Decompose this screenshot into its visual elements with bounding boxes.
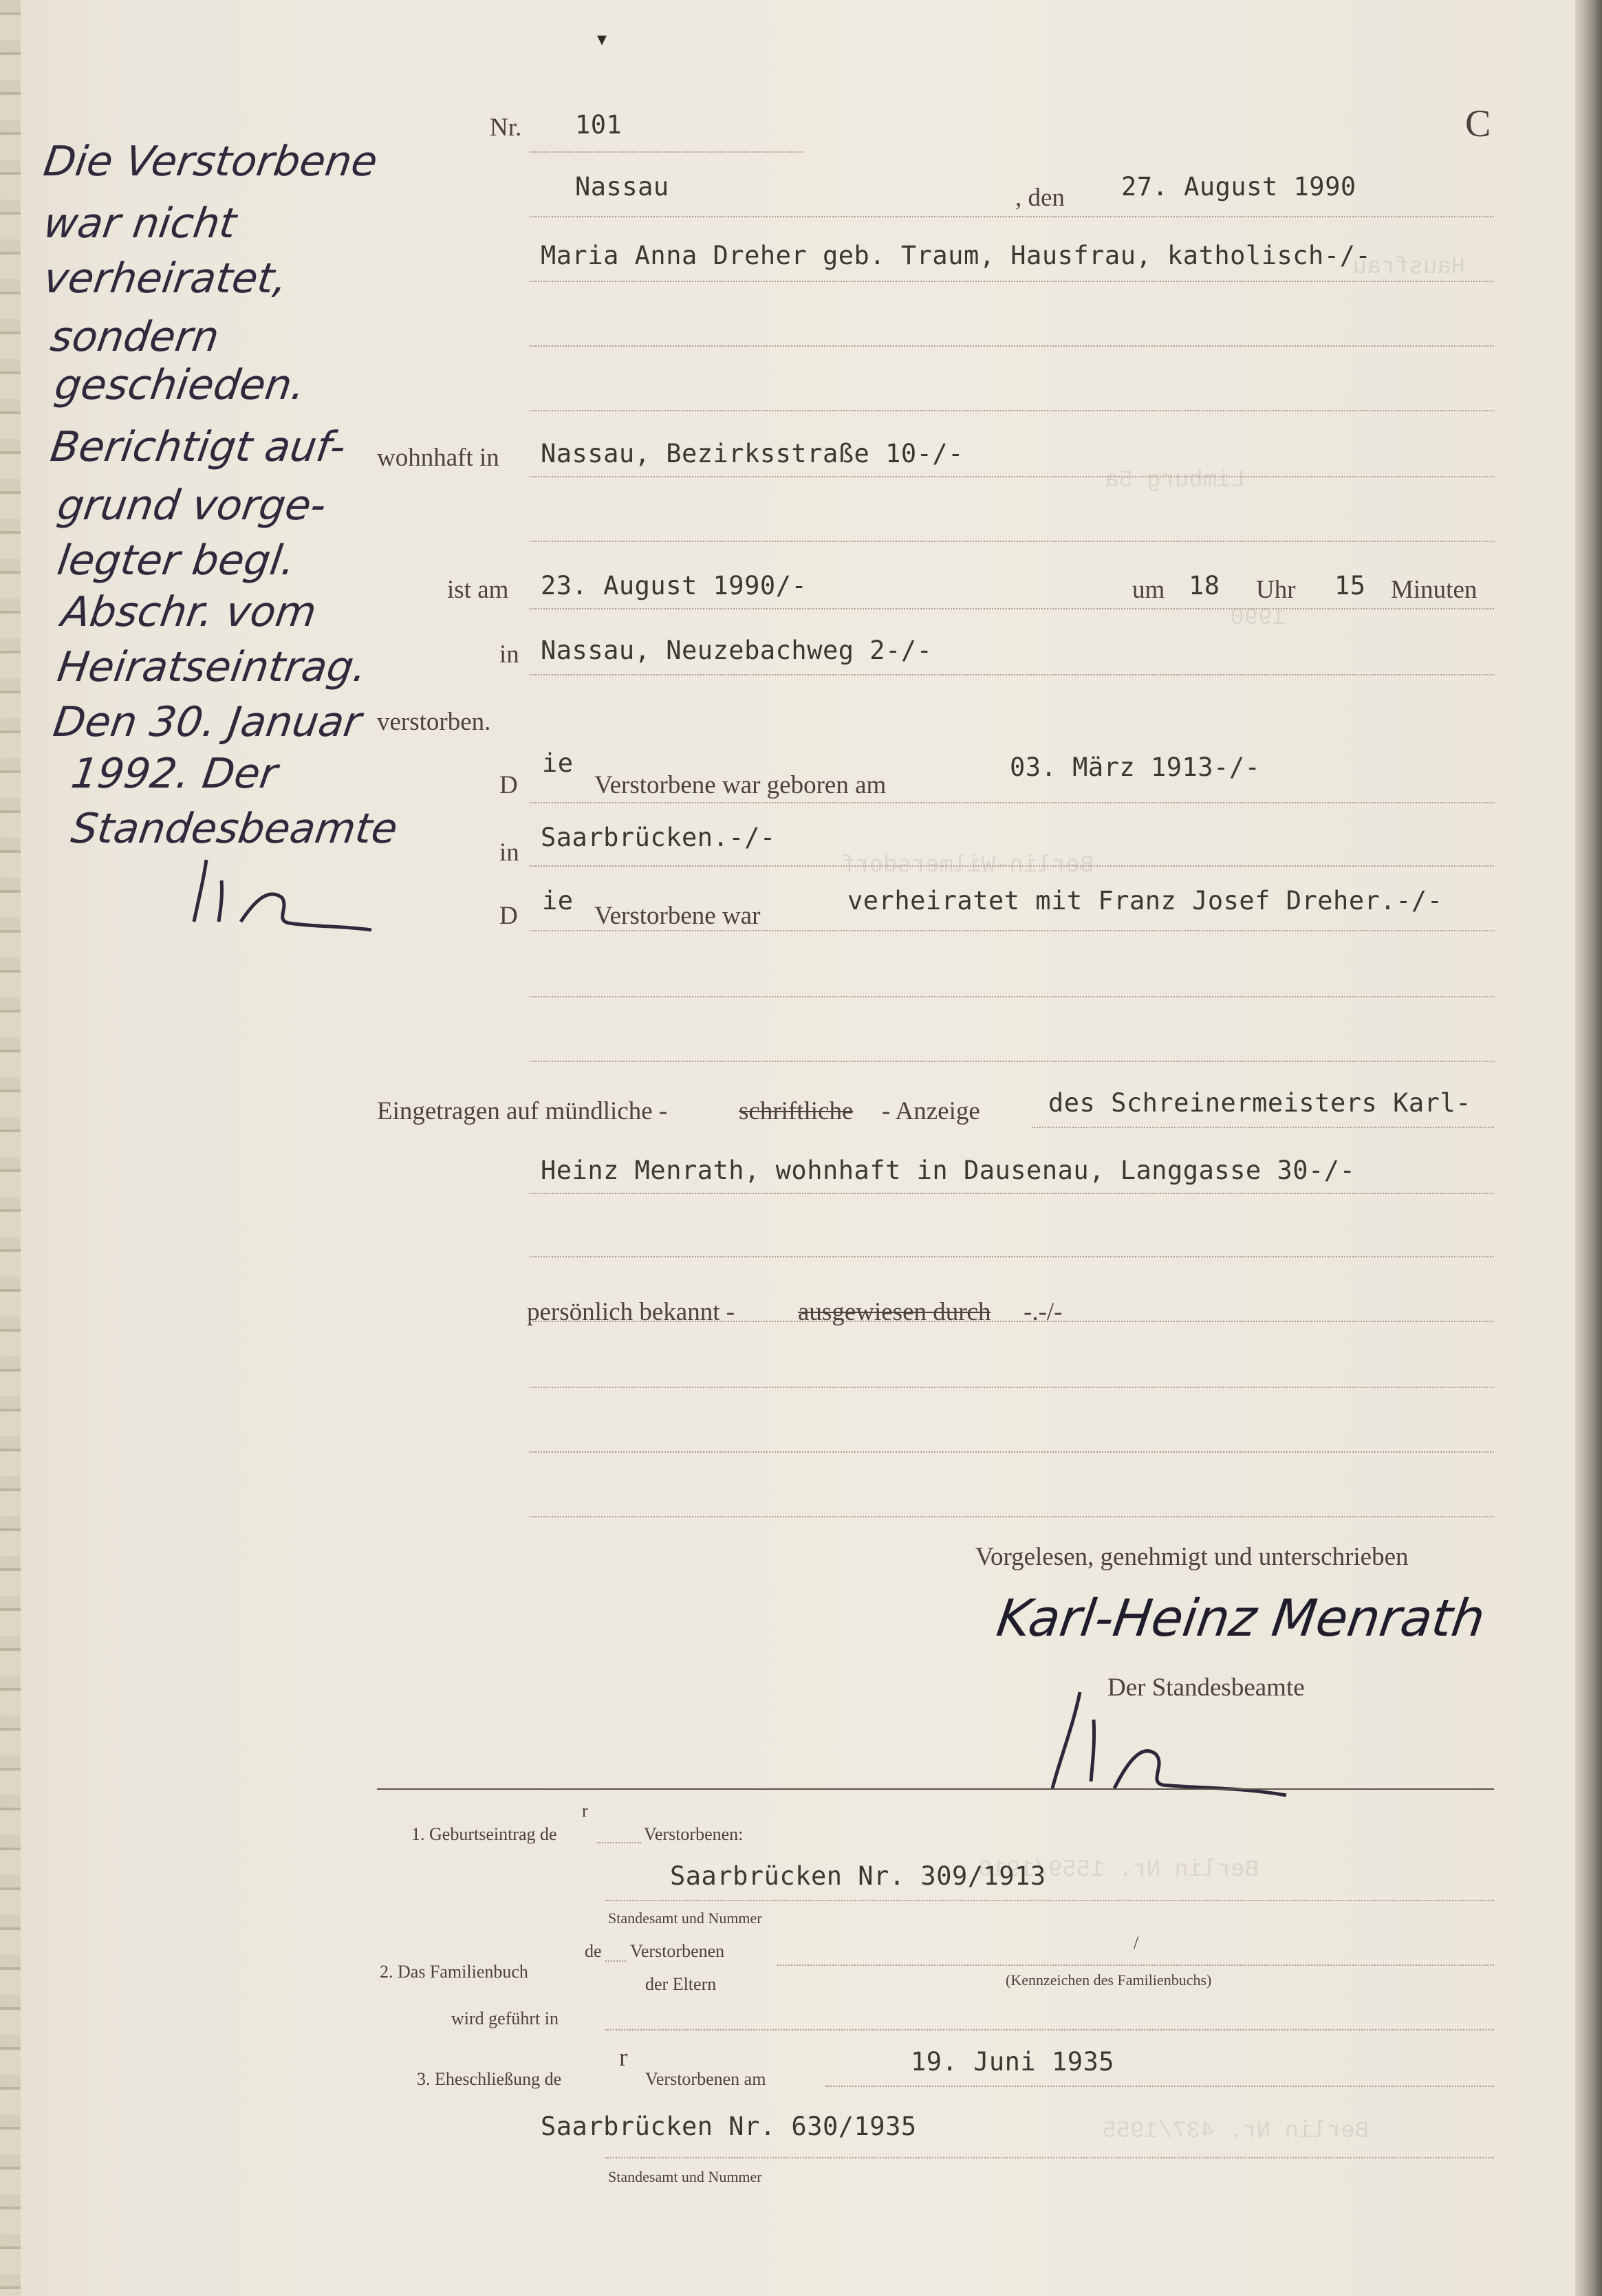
married-label: Verstorbene war — [594, 902, 761, 930]
page-binding — [0, 0, 21, 2296]
born-in-label: in — [499, 838, 519, 867]
marriage-value: Saarbrücken Nr. 630/1935 — [541, 2112, 917, 2141]
birth-entry-caption: Standesamt und Nummer — [608, 1909, 762, 1927]
marriage-date-rule — [825, 2086, 1494, 2087]
familienbuch-rule — [777, 1964, 1494, 1966]
birth-entry-label: 1. Geburtseintrag de — [411, 1824, 557, 1844]
born-prefix: D — [499, 771, 518, 799]
familienbuch-slash: / — [1134, 1933, 1139, 1953]
familienbuch-eltern: der Eltern — [645, 1974, 717, 1994]
birth-date: 03. März 1913-/- — [1010, 752, 1261, 782]
margin-note-line: geschieden. — [52, 361, 308, 409]
schriftliche-struck: schriftliche — [739, 1097, 854, 1125]
margin-note-line: war nicht — [41, 199, 239, 248]
uhr-label: Uhr — [1256, 576, 1296, 604]
margin-note-line: Abschr. vom — [58, 588, 320, 636]
margin-note-line: Heiratseintrag. — [54, 643, 370, 691]
entry-number-rule — [530, 151, 803, 153]
birth-entry-sup: r — [582, 1801, 588, 1821]
footer-divider — [377, 1788, 1494, 1790]
marriage-label: 3. Eheschließung de — [417, 2069, 562, 2089]
birth-date-rule — [530, 802, 1494, 803]
marriage-rule — [605, 2157, 1494, 2158]
name-rule-3 — [530, 410, 1494, 411]
bekannt-suffix: -.-/- — [1024, 1298, 1063, 1326]
blank-rule-3 — [530, 1387, 1494, 1388]
standesbeamte-label: Der Standesbeamte — [1107, 1674, 1305, 1702]
death-date: 23. August 1990/- — [541, 571, 808, 600]
margin-note-line: grund vorge- — [54, 481, 329, 530]
deceased-name: Maria Anna Dreher geb. Traum, Hausfrau, katholisch-/- — [541, 241, 1372, 270]
margin-note-line: verheiratet, — [41, 254, 291, 303]
um-label: um — [1132, 576, 1165, 604]
margin-note-line: sondern — [47, 313, 222, 361]
bekannt-label: persönlich bekannt - — [527, 1298, 735, 1326]
name-rule-1 — [530, 281, 1494, 282]
name-rule-2 — [530, 345, 1494, 347]
born-ie: ie — [542, 748, 574, 778]
informant-line-2: Heinz Menrath, wohnhaft in Dausenau, Langgasse 30-/- — [541, 1156, 1356, 1185]
residence-rule — [530, 476, 1494, 477]
marriage-date: 19. Juni 1935 — [911, 2047, 1115, 2077]
official-signature — [1032, 1678, 1293, 1802]
familienbuch-caption: (Kennzeichen des Familienbuchs) — [1006, 1971, 1212, 1989]
bekannt-rule — [530, 1321, 1494, 1322]
read-approved-label: Vorgelesen, genehmigt und unterschrieben — [975, 1543, 1409, 1571]
married-ie: ie — [542, 886, 574, 916]
anzeige-label: - Anzeige — [882, 1097, 980, 1125]
death-minutes: 15 — [1334, 571, 1366, 600]
page-edge — [1575, 0, 1602, 2296]
verstorben-label: verstorben. — [377, 708, 491, 736]
marriage-sup: r — [619, 2044, 628, 2072]
married-prefix: D — [499, 902, 518, 930]
margin-note-line: legter begl. — [54, 537, 299, 585]
birth-entry-ending-rule — [597, 1842, 641, 1843]
death-place-rule — [530, 674, 1494, 675]
in-label: in — [499, 640, 519, 669]
registry-place: Nassau — [575, 172, 669, 202]
informant-rule-1 — [1032, 1127, 1494, 1128]
marital-status: verheiratet mit Franz Josef Dreher.-/- — [847, 886, 1443, 916]
register-letter: C — [1465, 102, 1491, 145]
birth-entry-rule — [605, 1900, 1494, 1901]
birth-place-rule — [530, 865, 1494, 867]
marriage-suffix: Verstorbenen am — [645, 2069, 766, 2089]
familienbuch-label: 2. Das Familienbuch — [380, 1962, 528, 1982]
residence-rule-2 — [530, 541, 1494, 542]
nr-label: Nr. — [490, 113, 522, 142]
death-place: Nassau, Neuzebachweg 2-/- — [541, 636, 933, 665]
margin-note-line: 1992. Der — [68, 750, 281, 798]
born-label: Verstorbene war geboren am — [594, 771, 887, 799]
top-mark: ▾ — [597, 29, 607, 50]
date-rule — [530, 216, 1494, 217]
blank-rule-2 — [530, 1061, 1494, 1062]
marriage-caption: Standesamt und Nummer — [608, 2168, 762, 2185]
eingetragen-label: Eingetragen auf mündliche - — [377, 1097, 668, 1125]
death-time-rule — [530, 608, 1494, 609]
informant-line-1: des Schreinermeisters Karl- — [1048, 1088, 1471, 1118]
margin-note-line: Berichtigt auf- — [47, 423, 349, 471]
ist-am-label: ist am — [447, 576, 509, 604]
death-hour: 18 — [1189, 571, 1220, 600]
informant-signature: Karl-Heinz Menrath — [993, 1589, 1489, 1648]
registration-date: 27. August 1990 — [1121, 172, 1356, 202]
birth-entry-value: Saarbrücken Nr. 309/1913 — [670, 1861, 1046, 1891]
familienbuch-ending-rule — [605, 1960, 626, 1962]
residence: Nassau, Bezirksstraße 10-/- — [541, 439, 964, 468]
familienbuch-wird: wird geführt in — [451, 2008, 559, 2028]
entry-number: 101 — [575, 110, 623, 140]
birth-entry-suffix: Verstorbenen: — [644, 1824, 744, 1844]
margin-note-line: Die Verstorbene — [41, 138, 380, 186]
familienbuch-place-rule — [605, 2029, 1494, 2030]
wohnhaft-label: wohnhaft in — [377, 444, 499, 472]
den-label: , den — [1015, 184, 1065, 212]
minuten-label: Minuten — [1391, 576, 1477, 604]
marital-rule — [530, 930, 1494, 931]
birth-place: Saarbrücken.-/- — [541, 823, 776, 852]
informant-rule-3 — [530, 1256, 1494, 1257]
blank-rule-4 — [530, 1451, 1494, 1453]
ausgewiesen-struck: ausgewiesen durch — [798, 1298, 991, 1326]
informant-rule-2 — [530, 1193, 1494, 1194]
familienbuch-verstorbenen: Verstorbenen — [630, 1941, 725, 1961]
familienbuch-de: de — [585, 1941, 602, 1961]
margin-note-line: Den 30. Januar — [50, 698, 365, 746]
blank-rule-5 — [530, 1516, 1494, 1517]
margin-note-line: Standesbeamte — [68, 805, 401, 853]
blank-rule-1 — [530, 996, 1494, 997]
margin-note-signature — [186, 853, 378, 935]
